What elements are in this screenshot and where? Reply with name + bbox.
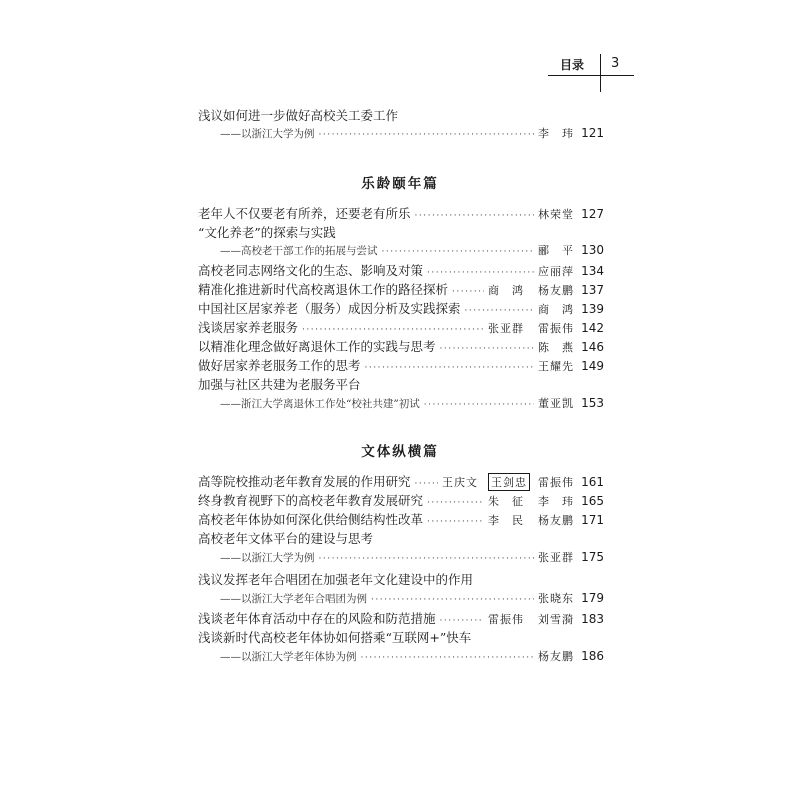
- toc-entry-page: 183: [581, 612, 604, 626]
- dot-leader: [319, 554, 535, 564]
- toc-entry-title: “文化养老”的探索与实践: [198, 225, 336, 240]
- toc-entry-author: 张亚群: [488, 322, 524, 335]
- toc-entry-page: 137: [581, 283, 604, 297]
- dot-leader: [361, 653, 535, 663]
- toc-entry-author: 郦 平: [538, 244, 574, 257]
- toc-entry-author: 杨友鹏: [538, 284, 574, 297]
- toc-entry: [198, 375, 604, 394]
- toc-entry: [198, 529, 604, 548]
- dot-leader: [465, 306, 534, 316]
- toc-entry-title: 精准化推进新时代高校离退休工作的路径探析: [198, 282, 449, 297]
- toc-entry-page: 161: [581, 475, 604, 489]
- toc-entry-author: 朱 征: [488, 495, 524, 508]
- toc-entry-subtitle: ——以浙江大学为例: [220, 128, 315, 140]
- toc-entry: [198, 609, 604, 628]
- toc-entry-page: 149: [581, 359, 604, 373]
- dot-leader: [440, 344, 534, 354]
- toc-entry-title: 浅议发挥老年合唱团在加强老年文化建设中的作用: [198, 572, 474, 587]
- toc-entry-page: 186: [581, 649, 604, 663]
- toc-entry: [198, 337, 604, 356]
- dot-leader: [427, 268, 534, 278]
- page-number: 3: [611, 56, 620, 71]
- toc-entry-page: 139: [581, 302, 604, 316]
- toc-subentry: [198, 242, 604, 261]
- toc-entry: [198, 491, 604, 510]
- toc-entry-author: 林荣堂: [538, 208, 574, 221]
- toc-subentry: [198, 125, 604, 144]
- dot-leader: [302, 325, 484, 335]
- toc-entry: [198, 510, 604, 529]
- toc-entry-page: 153: [581, 396, 604, 410]
- toc-entry-title: 高等院校推动老年教育发展的作用研究: [198, 474, 411, 489]
- toc-entry-title: 中国社区居家养老（服务）成因分析及实践探索: [198, 301, 461, 316]
- dot-leader: [382, 247, 535, 257]
- toc-entry-page: 146: [581, 340, 604, 354]
- toc-entry-author: 雷振伟: [538, 476, 574, 489]
- header-rule: [548, 75, 634, 76]
- toc-entry-subtitle: ——以浙江大学为例: [220, 552, 315, 564]
- toc-entry: [198, 570, 604, 589]
- toc-entry-title: 高校老年体协如何深化供给侧结构性改革: [198, 512, 424, 527]
- toc-entry-author-boxed: 王剑忠: [488, 473, 530, 491]
- toc-entry-author: 王庆文: [442, 476, 478, 489]
- toc-entry: [198, 628, 604, 647]
- toc-entry-author: 董亚凯: [538, 397, 574, 410]
- dot-leader: [371, 595, 534, 605]
- toc-entry: [198, 223, 604, 242]
- toc-entry-author: 杨友鹏: [538, 650, 574, 663]
- running-header-label: 目录: [560, 58, 585, 72]
- header-vertical-rule: [600, 54, 601, 92]
- toc-entry-author: 刘雪漪: [538, 613, 574, 626]
- toc-entry-author: 李 民: [488, 514, 524, 527]
- toc-entry-title: 浅谈新时代高校老年体协如何搭乘“互联网+”快车: [198, 630, 472, 645]
- toc-entry-page: 130: [581, 243, 604, 257]
- toc-entry-page: 127: [581, 207, 604, 221]
- toc-entry-page: 171: [581, 513, 604, 527]
- toc-entry-title: 做好居家养老服务工作的思考: [198, 358, 361, 373]
- section-heading: 乐龄颐年篇: [361, 176, 439, 192]
- dot-leader: [427, 517, 484, 527]
- toc-entry-author: 陈 燕: [538, 341, 574, 354]
- toc-entry: [198, 204, 604, 223]
- section-heading: 文体纵横篇: [361, 444, 439, 460]
- toc-entry: [198, 299, 604, 318]
- toc-entry-page: 175: [581, 550, 604, 564]
- dot-leader: [415, 479, 438, 489]
- toc-entry-author: 杨友鹏: [538, 514, 574, 527]
- toc-entry-title: 高校老年文体平台的建设与思考: [198, 531, 374, 546]
- toc-entry-title: 加强与社区共建为老服务平台: [198, 377, 361, 392]
- toc-entry: [198, 472, 604, 491]
- toc-entry-page: 179: [581, 591, 604, 605]
- toc-entry-subtitle: ——以浙江大学老年体协为例: [220, 651, 357, 663]
- dot-leader: [365, 363, 534, 373]
- dot-leader: [319, 130, 535, 140]
- toc-entry-page: 121: [581, 126, 604, 140]
- toc-entry-subtitle: ——高校老干部工作的拓展与尝试: [220, 245, 378, 257]
- dot-leader: [440, 616, 484, 626]
- toc-entry-page: 142: [581, 321, 604, 335]
- toc-entry-title: 老年人不仅要老有所养，还要老有所乐: [198, 206, 411, 221]
- toc-subentry: [198, 395, 604, 414]
- toc-entry-title: 浅谈老年体育活动中存在的风险和防范措施: [198, 611, 436, 626]
- toc-entry-author: 李 玮: [538, 127, 574, 140]
- toc-entry-title: 以精准化理念做好离退休工作的实践与思考: [198, 339, 436, 354]
- toc-entry-author: 商 鸿: [488, 284, 524, 297]
- toc-entry-author: 李 玮: [538, 495, 574, 508]
- toc-entry: [198, 356, 604, 375]
- toc-entry-subtitle: ——浙江大学离退休工作处“校社共建”初试: [220, 398, 420, 410]
- toc-entry-author: 张亚群: [538, 551, 574, 564]
- toc-entry-author: 张晓东: [538, 592, 574, 605]
- toc-subentry: [198, 590, 604, 609]
- toc-entry-author: 王耀先: [538, 360, 574, 373]
- toc-entry-title: 高校老同志网络文化的生态、影响及对策: [198, 263, 424, 278]
- toc-entry-title: 浅谈居家养老服务: [198, 320, 299, 335]
- toc-entry-page: 165: [581, 494, 604, 508]
- dot-leader: [415, 211, 534, 221]
- dot-leader: [452, 287, 484, 297]
- toc-entry-author: 雷振伟: [538, 322, 574, 335]
- toc-entry: [198, 106, 604, 125]
- toc-entry-author: 雷振伟: [488, 613, 524, 626]
- toc-subentry: [198, 648, 604, 667]
- toc-entry-title: 终身教育视野下的高校老年教育发展研究: [198, 493, 424, 508]
- toc-entry-title: 浅议如何进一步做好高校关工委工作: [198, 108, 399, 123]
- toc-entry: [198, 280, 604, 299]
- toc-entry-subtitle: ——以浙江大学老年合唱团为例: [220, 593, 367, 605]
- toc-entry-page: 134: [581, 264, 604, 278]
- toc-entry: [198, 318, 604, 337]
- toc-entry-author: 应丽萍: [538, 265, 574, 278]
- dot-leader: [424, 400, 534, 410]
- toc-entry: [198, 261, 604, 280]
- toc-subentry: [198, 549, 604, 568]
- toc-entry-author: 商 鸿: [538, 303, 574, 316]
- dot-leader: [427, 498, 484, 508]
